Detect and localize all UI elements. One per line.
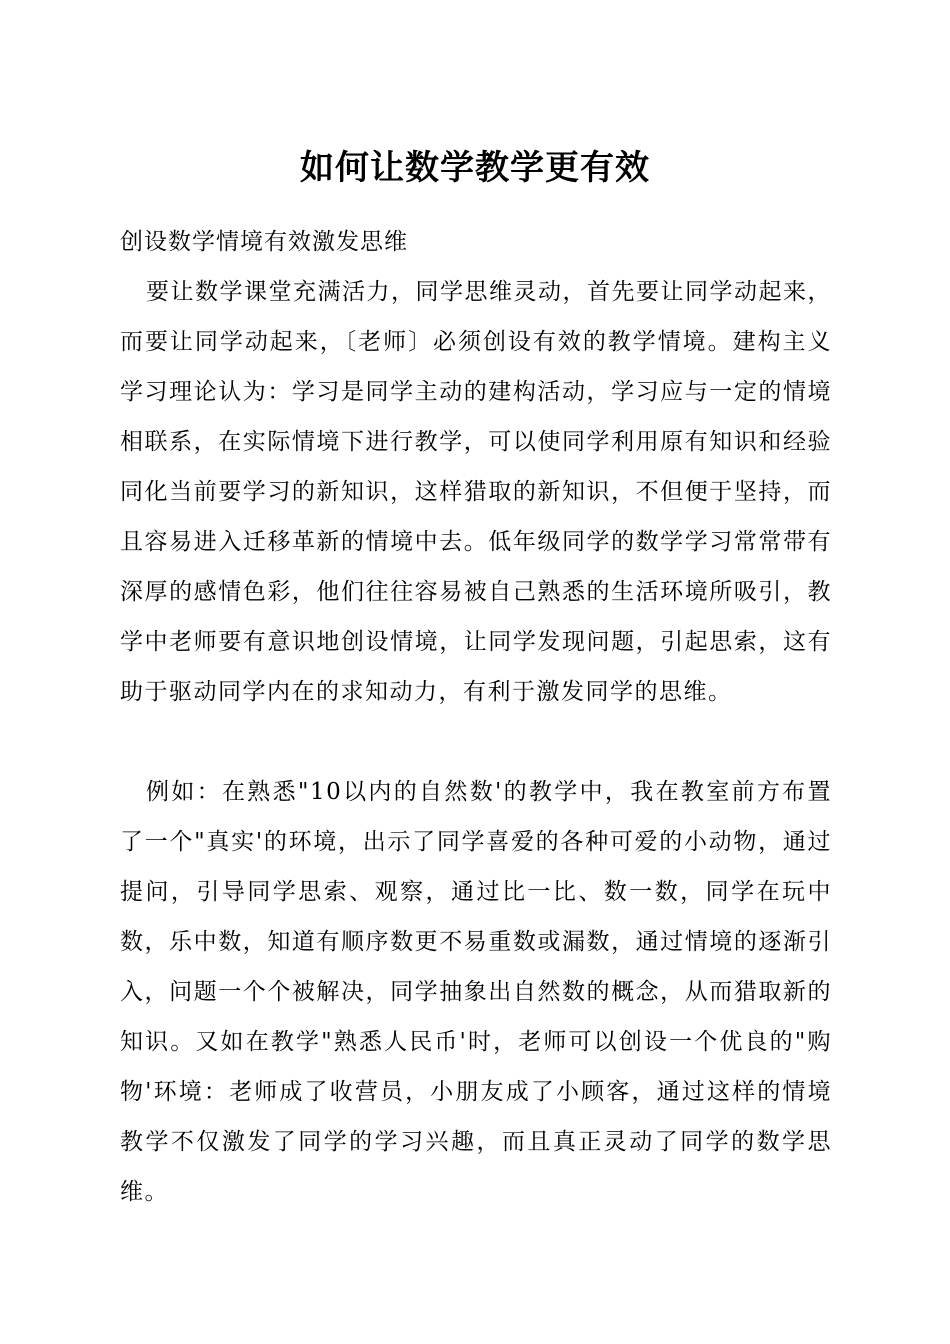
document-title: 如何让数学教学更有效	[300, 148, 650, 188]
body-paragraph-1: 要让数学课堂充满活力，同学思维灵动，首先要让同学动起来，而要让同学动起来，〔老师〕必须创设有效的教学情境。建构主义学习理论认为：学习是同学主动的建构活动，学习应与一定的情境相联系，在实际情境下进行教学，可以使同学利用原有知识和经验同化当前要学习的新知识，这样猎取的新知识，不但便于坚持，而且容易进入迁移革新的情境中去。低年级同学的数学学习常常带有深厚的感情色彩，他们往往容易被自己熟悉的生活环境所吸引，教学中老师要有意识地创设情境，让同学发现问题，引起思索，这有助于驱动同学内在的求知动力，有利于激发同学的思维。	[120, 279, 832, 705]
body-paragraph-2: 例如：在熟悉"10以内的自然数'的教学中，我在教室前方布置了一个"真实'的环境，出示了同学喜爱的各种可爱的小动物，通过提问，引导同学思索、观察，通过比一比、数一数，同学在玩中数，乐中数，知道有顺序数更不易重数或漏数，通过情境的逐渐引入，问题一个个被解决，同学抽象出自然数的概念，从而猎取新的知识。又如在教学"熟悉人民币'时，老师可以创设一个优良的"购物'环境：老师成了收营员，小朋友成了小顾客，通过这样的情境教学不仅激发了同学的学习兴趣，而且真正灵动了同学的数学思维。	[120, 779, 832, 1205]
section-heading: 创设数学情境有效激发思维	[120, 229, 408, 255]
